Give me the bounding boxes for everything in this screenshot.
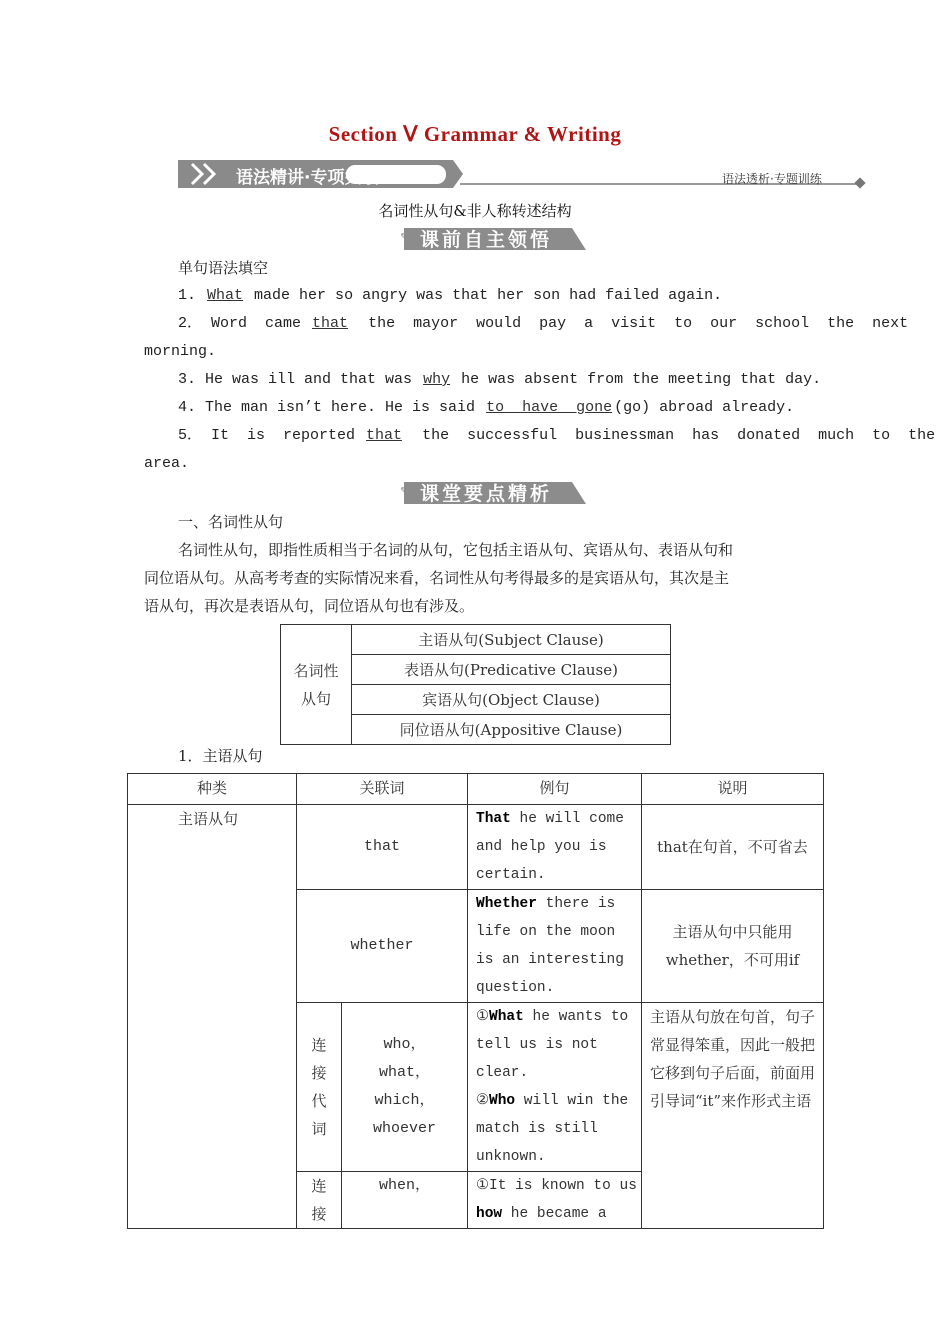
table-cell: 主语从句(Subject Clause) xyxy=(352,625,671,655)
answer-blank: why xyxy=(423,371,451,388)
category-cell: 主语从句 xyxy=(128,805,297,1229)
section-banner xyxy=(178,160,463,188)
overview-table xyxy=(280,624,671,745)
intro-line-3: 语从句，再次是表语从句，同位语从句也有涉及。 xyxy=(144,597,475,615)
note-cell: 主语从句放在句首，句子常显得笨重，因此一般把它移到句子后面，前面用引导词“it”来作形式主语 xyxy=(641,1003,823,1229)
subtitle: 名词性从句&非人称转述结构 xyxy=(378,202,572,220)
section-banner-1-label: 课前自主领悟 xyxy=(420,229,553,251)
answer-blank: that xyxy=(366,427,403,444)
table-cell: 宾语从句(Object Clause) xyxy=(352,685,671,715)
table-cell: 表语从句(Predicative Clause) xyxy=(352,655,671,685)
section-banner-1 xyxy=(396,224,586,252)
note-cell: that在句首，不可省去 xyxy=(641,805,823,890)
svg-text:✎: ✎ xyxy=(400,486,409,497)
connective-cell: whether xyxy=(297,890,468,1003)
group-label-cell: 连 接 xyxy=(297,1172,342,1229)
table-row xyxy=(281,625,671,655)
exercise-item-2-cont: morning. xyxy=(144,343,217,360)
exercise-item-5-cont: area. xyxy=(144,455,190,472)
exercise-item-1: 1. What made her so angry was that her son had failed again. xyxy=(178,287,723,304)
section-banner-2-label: 课堂要点精析 xyxy=(420,483,553,505)
banner-left-label: 语法精讲·专项突破 xyxy=(236,168,379,188)
answer-blank: What xyxy=(207,287,244,304)
banner-right-label: 语法透析·专题训练 xyxy=(722,172,822,186)
page-title: Section Ⅴ Grammar & Writing xyxy=(328,122,622,146)
exercise-item-3: 3. He was ill and that was why he was absent from the meeting that day. xyxy=(178,371,822,388)
exercise-heading: 单句语法填空 xyxy=(178,259,269,277)
connective-cell: that xyxy=(297,805,468,890)
section-banner-2 xyxy=(396,478,586,506)
connective-cell: when， xyxy=(342,1172,468,1229)
connective-cell: who， what， which， whoever xyxy=(342,1003,468,1172)
example-cell: ①What he wants to tell us is not clear. ②Who will win the match is still unknown. xyxy=(468,1003,642,1172)
example-cell: That he will come and help you is certain. xyxy=(468,805,642,890)
svg-text:✎: ✎ xyxy=(400,232,409,243)
diamond-icon xyxy=(854,177,865,188)
intro-line-1: 名词性从句，即指性质相当于名词的从句，它包括主语从句、宾语从句、表语从句和 xyxy=(178,541,734,559)
exercise-item-5: 5． It is reported that the successful businessman has donated much to the xyxy=(178,427,936,444)
section-heading: 一、名词性从句 xyxy=(178,513,284,531)
exercise-item-2: 2． Word came that the mayor would pay a visit to our school the next xyxy=(178,315,909,332)
header-cell: 种类 xyxy=(128,774,297,805)
intro-line-2: 同位语从句。从高考考查的实际情况来看，名词性从句考得最多的是宾语从句，其次是主 xyxy=(144,569,730,587)
overview-label: 名词性 从句 xyxy=(281,625,352,745)
answer-blank: to have gone xyxy=(486,399,613,416)
header-cell: 关联词 xyxy=(297,774,468,805)
example-cell: ①It is known to us how he became a xyxy=(468,1172,642,1229)
table-row xyxy=(128,805,824,890)
example-cell: Whether there is life on the moon is an interesting question. xyxy=(468,890,642,1003)
header-cell: 说明 xyxy=(641,774,823,805)
answer-blank: that xyxy=(312,315,349,332)
table-cell: 同位语从句(Appositive Clause) xyxy=(352,715,671,745)
subheading: 1．主语从句 xyxy=(178,747,263,765)
exercise-item-4: 4. The man isn’t here. He is said to have gone (go) abroad already. xyxy=(178,399,795,416)
note-cell: 主语从句中只能用whether，不可用if xyxy=(641,890,823,1003)
header-cell: 例句 xyxy=(468,774,642,805)
subject-clause-table xyxy=(127,773,824,1229)
group-label-cell: 连 接 代 词 xyxy=(297,1003,342,1172)
table-header-row xyxy=(128,774,824,805)
